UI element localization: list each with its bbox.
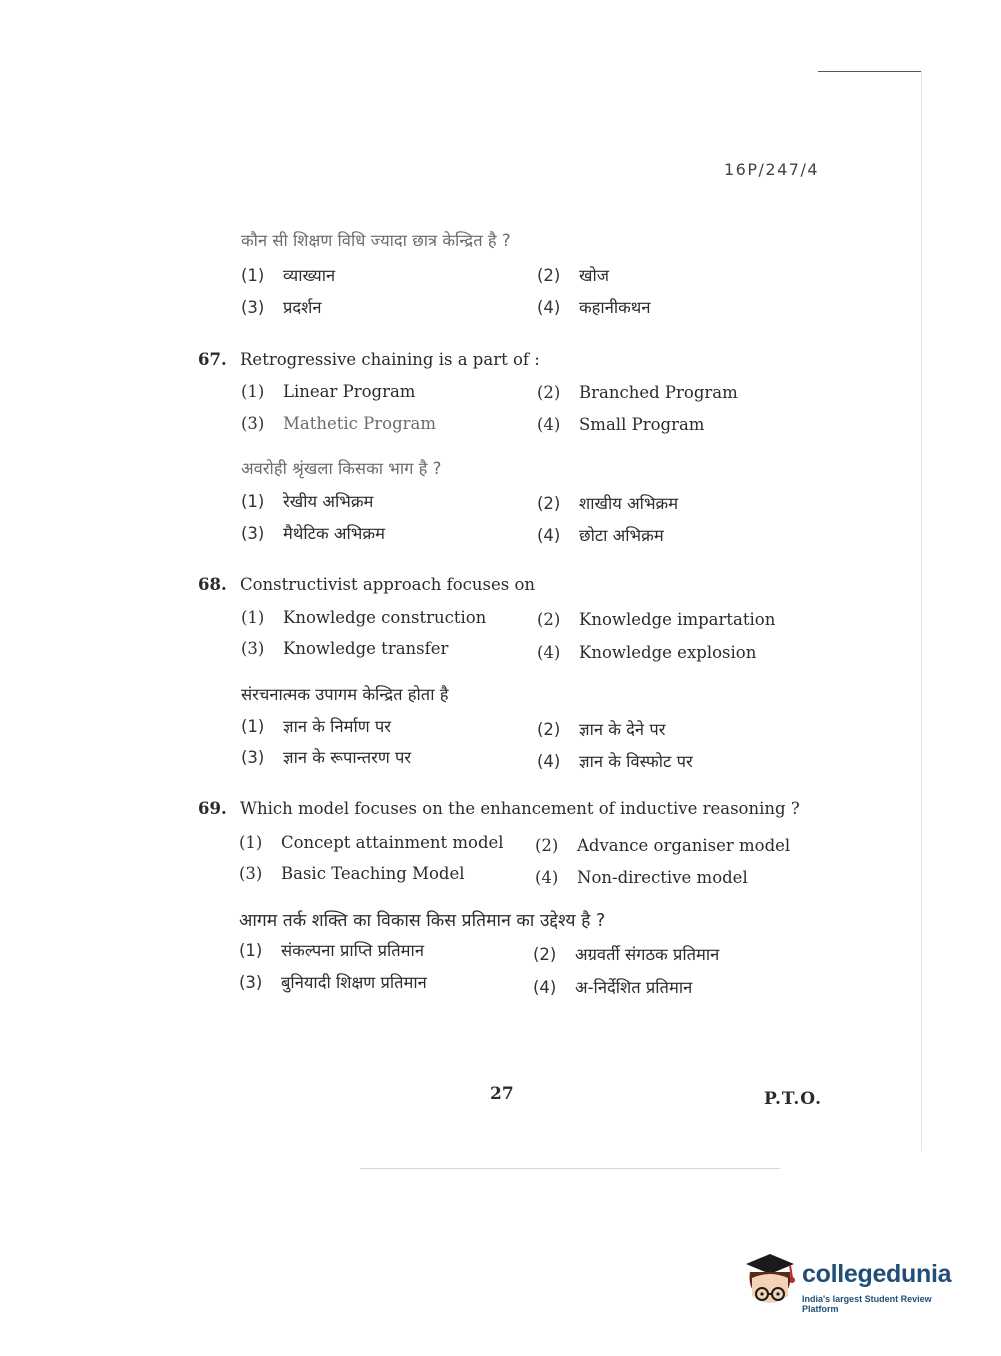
question-68-text: 68. Constructivist approach focuses on [198,575,536,594]
option-66-hi-1: (1) व्याख्यान [241,266,336,285]
bottom-rule [360,1168,780,1169]
question-number: 68. [198,575,227,594]
question-66-hindi-text: कौन सी शिक्षण विधि ज्यादा छात्र केन्द्रित है ? [241,231,511,250]
option-66-hi-2: (2) खोज [537,266,610,285]
pto-label: P.T.O. [764,1089,822,1109]
option-68-1: (1) Knowledge construction [241,608,487,627]
page-number: 27 [490,1084,514,1104]
mascot-logo-icon [740,1250,800,1312]
brand-name: collegedunia [802,1260,952,1288]
option-66-hi-4: (4) कहानीकथन [537,298,651,317]
option-66-hi-3: (3) प्रदर्शन [241,298,322,317]
question-number: 69. [198,799,227,818]
option-67-hi-1: (1) रेखीय अभिक्रम [241,492,374,511]
option-69-2: (2) Advance organiser model [535,836,791,855]
option-68-hi-4: (4) ज्ञान के विस्फोट पर [537,752,693,771]
option-68-hi-3: (3) ज्ञान के रूपान्तरण पर [241,748,412,767]
option-68-2: (2) Knowledge impartation [537,610,776,629]
option-67-4: (4) Small Program [537,415,705,434]
option-67-hi-4: (4) छोटा अभिक्रम [537,526,664,545]
option-69-hi-3: (3) बुनियादी शिक्षण प्रतिमान [239,973,427,992]
option-68-3: (3) Knowledge transfer [241,639,449,658]
option-67-hi-2: (2) शाखीय अभिक्रम [537,494,679,513]
question-68-hindi-text: संरचनात्मक उपागम केन्द्रित होता है [241,685,449,704]
option-68-hi-2: (2) ज्ञान के देने पर [537,720,666,739]
collegedunia-watermark [740,1248,970,1318]
question-69-hindi-text: आगम तर्क शक्ति का विकास किस प्रतिमान का उद्देश्य है ? [239,911,606,931]
paper-code: 16P/247/4 [724,160,820,179]
top-rule [818,71,921,72]
option-67-hi-3: (3) मैथेटिक अभिक्रम [241,524,385,543]
option-67-1: (1) Linear Program [241,382,416,401]
brand-tagline: India's largest Student Review Platform [802,1294,932,1314]
question-number: 67. [198,350,227,369]
option-69-3: (3) Basic Teaching Model [239,864,465,883]
option-69-1: (1) Concept attainment model [239,833,504,852]
question-69-text: 69. Which model focuses on the enhancement of inductive reasoning ? [198,799,800,818]
option-68-4: (4) Knowledge explosion [537,643,757,662]
option-67-3: (3) Mathetic Program [241,414,437,433]
option-69-hi-1: (1) संकल्पना प्राप्ति प्रतिमान [239,941,424,960]
option-69-hi-4: (4) अ-निर्देशित प्रतिमान [533,978,693,997]
option-69-hi-2: (2) अग्रवर्ती संगठक प्रतिमान [533,945,720,964]
question-67-text: 67. Retrogressive chaining is a part of : [198,350,540,369]
option-67-2: (2) Branched Program [537,383,738,402]
option-68-hi-1: (1) ज्ञान के निर्माण पर [241,717,392,736]
scan-edge [921,71,922,1151]
option-69-4: (4) Non-directive model [535,868,748,887]
question-67-hindi-text: अवरोही श्रृंखला किसका भाग है ? [241,459,442,478]
